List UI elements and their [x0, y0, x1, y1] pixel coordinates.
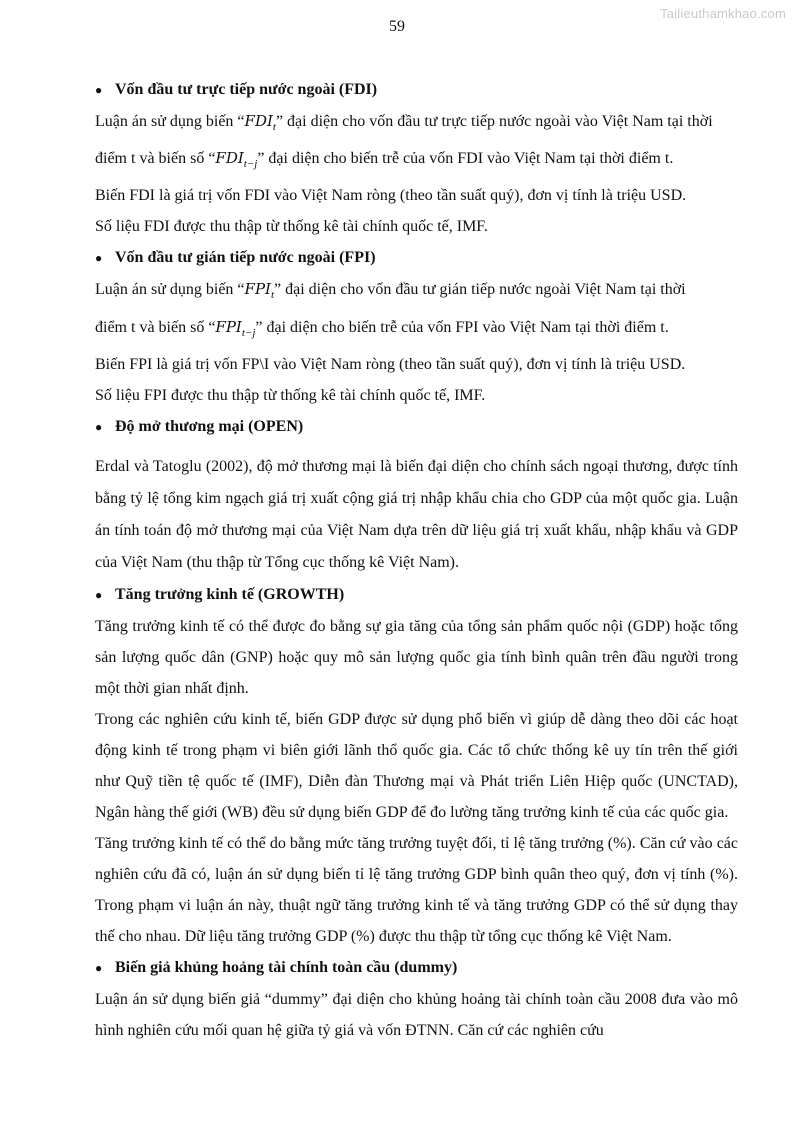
paragraph-growth-3: Tăng trưởng kinh tế có thể do bằng mức tăng trưởng tuyệt đối, tỉ lệ tăng trưởng (%). Căn cứ vào các nghiên cứu đã có, luận án sử dụng biến tỉ lệ tăng trưởng GDP bình quân theo quý, đơn vị tính (%). Trong phạm vi luận án này, thuật ngữ tăng trưởng kinh tế và tăng trưởng GDP có thể sử dụng thay thế cho nhau. Dữ liệu tăng trưởng GDP (%) được thu thập từ tổng cục thống kê Việt Nam.	[95, 834, 738, 945]
heading-text: Vốn đầu tư gián tiếp nước ngoài (FPI)	[115, 249, 376, 267]
bullet-icon: ●	[95, 419, 103, 434]
bullet-icon: ●	[95, 960, 103, 975]
heading-text: Vốn đầu tư trực tiếp nước ngoài (FDI)	[115, 81, 378, 98]
paragraph-fdi-line3: Biến FDI là giá trị vốn FDI vào Việt Nam ròng (theo tần suất quý), đơn vị tính là triệu USD.	[95, 187, 687, 205]
section-heading-fdi	[95, 74, 738, 106]
math-var: FDI	[244, 112, 273, 130]
heading-text: Biến giả khủng hoảng tài chính toàn cầu (dummy)	[115, 958, 458, 976]
paragraph-fpi-line2: điểm t và biến số “$FPI_{t-j}$” đại diện cho biến trễ của vốn FPI vào Việt Nam tại thời điểm t.	[95, 317, 669, 339]
document-body	[95, 74, 738, 1046]
paragraph-growth-1: Tăng trưởng kinh tế có thể được đo bằng sự gia tăng của tổng sản phẩm quốc nội (GDP) hoặc tổng sản lượng quốc dân (GNP) hoặc quy mô sản lượng quốc gia tính bình quân trên đầu người trong một thời gian nhất định.	[95, 617, 738, 697]
section-heading-dummy	[95, 952, 738, 984]
bullet-icon: ●	[95, 83, 103, 97]
paragraph-fpi-line4: Số liệu FPI được thu thập từ thống kê tài chính quốc tế, IMF.	[95, 386, 486, 404]
heading-text: Độ mở thương mại (OPEN)	[115, 417, 304, 435]
math-var: FPI	[244, 280, 271, 299]
section-heading-open	[95, 411, 738, 443]
page-number: 59	[389, 18, 405, 35]
paragraph-dummy: Luận án sử dụng biến giả “dummy” đại diện cho khủng hoảng tài chính toàn cầu 2008 đưa vào mô hình nghiên cứu mối quan hệ giữa tỷ giá và vốn ĐTNN. Căn cứ các nghiên cứu	[95, 990, 738, 1039]
paragraph-fpi-line1: Luận án sử dụng biến “$FPI_t$” đại diện cho vốn đầu tư gián tiếp nước ngoài Việt Nam tại thời	[95, 280, 686, 302]
paragraph-open: Erdal và Tatoglu (2002), độ mở thương mại là biến đại diện cho chính sách ngoại thương, được tính bằng tỷ lệ tổng kim ngạch giá trị xuất cộng giá trị nhập khẩu chia cho GDP của một quốc gia. Luận án tính toán độ mở thương mại của Việt Nam dựa trên dữ liệu giá trị xuất khẩu, nhập khẩu và GDP của Việt Nam (thu thập từ Tổng cục thống kê Việt Nam).	[95, 457, 738, 571]
paragraph-fdi-line2: điểm t và biến số “$FDI_{t-j}$” đại diện cho biến trễ của vốn FDI vào Việt Nam tại thời điểm t.	[95, 149, 674, 171]
watermark: Tailieuthamkhao.com	[660, 6, 786, 21]
bullet-icon: ●	[95, 251, 103, 266]
heading-text: Tăng trưởng kinh tế (GROWTH)	[115, 585, 345, 603]
paragraph-growth-2: Trong các nghiên cứu kinh tế, biến GDP được sử dụng phổ biến vì giúp dễ dàng theo dõi các hoạt động kinh tế trong phạm vi biên giới lãnh thổ quốc gia. Các tổ chức thống kê uy tín trên thế giới như Quỹ tiền tệ quốc tế (IMF), Diễn đàn Thương mại và Phát triển Liên Hiệp quốc (UNCTAD), Ngân hàng thế giới (WB) đều sử dụng biến GDP để đo lường tăng trưởng kinh tế của các quốc gia.	[95, 710, 738, 821]
section-heading-growth	[95, 579, 738, 611]
bullet-icon: ●	[95, 587, 103, 602]
math-var: FPI	[215, 317, 242, 336]
math-var: FDI	[215, 149, 244, 168]
paragraph-fdi-line4: Số liệu FDI được thu thập từ thống kê tài chính quốc tế, IMF.	[95, 218, 488, 236]
paragraph-fdi-line1: Luận án sử dụng biến “$FDI_t$” đại diện cho vốn đầu tư trực tiếp nước ngoài vào Việt Nam tại thời	[95, 112, 713, 134]
paragraph-fpi-line3: Biến FPI là giá trị vốn FP\I vào Việt Nam ròng (theo tần suất quý), đơn vị tính là triệu USD.	[95, 355, 686, 373]
section-heading-fpi	[95, 242, 738, 274]
